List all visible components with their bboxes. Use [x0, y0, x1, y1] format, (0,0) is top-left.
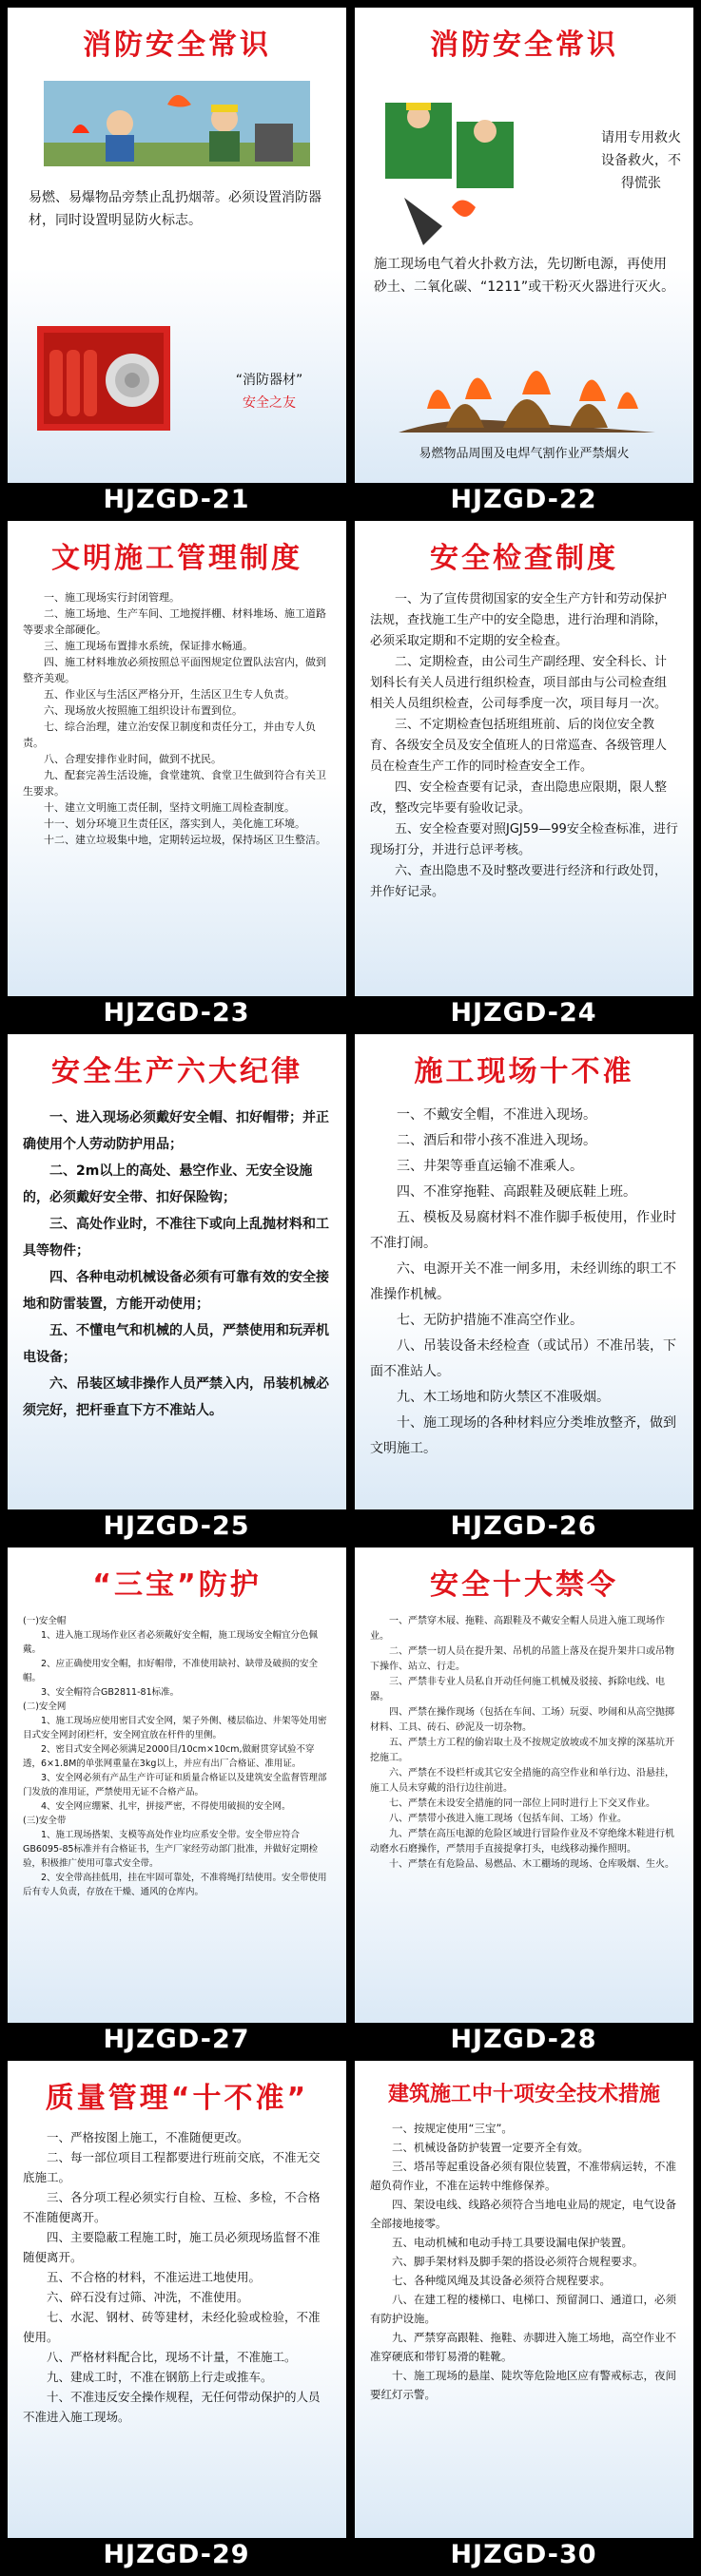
list-item: 八、在建工程的楼梯口、电梯口、预留洞口、通道口，必须有防护设施。: [370, 2293, 676, 2325]
list-item: 1、施工现场应使用密目式安全网，架子外侧、楼层临边、井架等处用密目式安全网封闭栏杆，安全网宜放在杆件的里侧。: [23, 1716, 327, 1740]
list-item: 七、无防护措施不准高空作业。: [397, 1313, 583, 1328]
section-heading: (三)安全带: [23, 1816, 67, 1826]
list-item: 九、严禁穿高跟鞋、拖鞋、赤脚进入施工场地，高空作业不准穿硬底和带钉易滑的鞋靴。: [370, 2331, 676, 2363]
board-code: HJZGD-22: [450, 485, 597, 514]
rule-list: [355, 2119, 693, 2404]
list-item: 十一、划分环境卫生责任区，落实到人，美化施工环境。: [44, 817, 305, 830]
list-item: 一、按规定使用“三宝”。: [392, 2122, 513, 2135]
board-title: 安全十大禁令: [430, 1568, 618, 1602]
list-item: 六、严禁在不设栏杆或其它安全措施的高空作业和单行边、沿悬挂，施工人员未穿戴的沿行边往前进。: [370, 1768, 674, 1794]
list-item: 六、查出隐患不及时整改要进行经济和行政处罚，并作好记录。: [370, 864, 668, 899]
board-26: [355, 1034, 693, 1509]
board-code: HJZGD-21: [103, 485, 250, 514]
slogan-line-1: “消防器材”: [235, 373, 303, 388]
fire-cabinet-illustration: [32, 321, 175, 435]
board-caption: 施工现场电气着火扑救方法，先切断电源，再使用砂土、二氧化碳、“1211”或干粉灭火器进行灭火。: [374, 257, 675, 295]
board-title: 消防安全常识: [83, 29, 271, 62]
list-item: 九、木工场地和防火禁区不准吸烟。: [397, 1390, 610, 1405]
list-item: 3、安全帽符合GB2811-81标准。: [41, 1687, 180, 1698]
list-item: 五、模板及易腐材料不准作脚手板使用，作业时不准打闹。: [370, 1210, 676, 1251]
list-item: 三、塔吊等起重设备必须有限位装置，不准带病运转，不准超负荷作业，不准在运转中维修保养。: [370, 2160, 676, 2192]
board-title: 建筑施工中十项安全技术措施: [387, 2083, 660, 2106]
list-item: 四、架设电线、线路必须符合当地电业局的规定，电气设备全部接地接零。: [370, 2198, 676, 2230]
list-item: 十、严禁在有危险品、易燃品、木工棚场的现场、仓库吸烟、生火。: [389, 1859, 674, 1870]
list-item: 四、各种电动机械设备必须有可靠有效的安全接地和防雷装置，方能开动使用；: [23, 1270, 329, 1312]
list-item: 一、严格按图上施工，不准随便更改。: [47, 2130, 249, 2144]
board-code: HJZGD-24: [450, 998, 597, 1028]
burning-plants-illustration: [389, 342, 665, 437]
board-code: HJZGD-30: [450, 2540, 597, 2569]
rule-list: [355, 1614, 693, 1873]
list-item: 七、各种缆风绳及其设备必须符合规程要求。: [392, 2274, 611, 2287]
board-27: [8, 1548, 346, 2023]
board-23: [8, 521, 346, 996]
list-item: 三、高处作业时，不准往下或向上乱抛材料和工具等物件；: [23, 1217, 329, 1259]
board-code: HJZGD-29: [103, 2540, 250, 2569]
list-item: 八、吊装设备未经检查（或试吊）不准吊装，下面不准站人。: [370, 1338, 676, 1379]
list-item: 七、严禁在未设安全措施的同一部位上同时进行上下交叉作业。: [389, 1798, 655, 1809]
list-item: 九、建成工时，不准在钢筋上行走或推车。: [47, 2370, 273, 2384]
list-item: 六、电源开关不准一闸多用，未经训练的职工不准操作机械。: [370, 1261, 676, 1302]
rule-list: [355, 1103, 693, 1462]
rule-list: [8, 1614, 346, 1899]
board-title: “三宝”防护: [92, 1568, 262, 1602]
slogan: [198, 369, 341, 414]
board-28: [355, 1548, 693, 2023]
board-24: [355, 521, 693, 996]
board-code: HJZGD-27: [103, 2025, 250, 2054]
list-item: 十、施工现场的悬崖、陡坎等危险地区应有警戒标志，夜间要红灯示警。: [370, 2369, 676, 2401]
list-item: 二、定期检查，由公司生产副经理、安全科长、计划科长有关人员进行组织检查，项目部由与公司检查组相关人员组织检查，公司每季度一次，项目每月一次。: [370, 655, 668, 711]
board-title: 文明施工管理制度: [51, 542, 302, 575]
board-caption: 易燃、易爆物品旁禁止乱扔烟蒂。必须设置消防器材，同时设置明显防火标志。: [29, 190, 321, 228]
list-item: 六、吊装区域非操作人员严禁入内，吊装机械必须完好，把杆垂直下方不准站人。: [23, 1376, 329, 1418]
list-item: 四、施工材料堆放必须按照总平面图规定位置队法宫内，做到整齐美观。: [23, 656, 326, 684]
list-item: 五、安全检查要对照JGJ59—99安全检查标准，进行现场打分，并进行总评考核。: [370, 822, 678, 857]
board-code: HJZGD-25: [103, 1511, 250, 1541]
board-22: [355, 8, 693, 483]
section-heading: (一)安全帽: [23, 1616, 67, 1626]
list-item: 四、不准穿拖鞋、高跟鞋及硬底鞋上班。: [397, 1184, 636, 1200]
list-item: 六、碎石没有过筛、冲洗，不准使用。: [47, 2290, 249, 2304]
list-item: 九、严禁在高压电源的危险区域进行冒险作业及不穿绝缘木鞋进行机动磨水石磨操作，严禁用手直接提拿打头，电线移动操作照明。: [370, 1829, 674, 1855]
board-title: 安全检查制度: [430, 542, 618, 575]
list-item: 4、安全网应绷紧、扎牢，拼接严密，不得使用破损的安全网。: [41, 1801, 291, 1812]
section-heading: (二)安全网: [23, 1701, 67, 1712]
list-item: 十、不准违反安全操作规程，无任何带动保护的人员不准进入施工现场。: [23, 2390, 321, 2424]
list-item: 八、合理安排作业时间，做到不扰民。: [44, 753, 222, 765]
list-item: 三、不定期检查包括班组班前、后的岗位安全教育、各级安全员及安全值班人的日常巡查、各级管理人员在检查生产工作的同时检查安全工作。: [370, 718, 668, 774]
list-item: 2、安全带高挂低用，挂在牢固可靠处，不准将绳打结使用。安全带使用后有专人负责，存放在干燥、通风的仓库内。: [23, 1873, 327, 1897]
list-item: 七、综合治理，建立治安保卫制度和责任分工，并由专人负责。: [23, 721, 316, 749]
list-item: 五、不合格的材料，不准运进工地使用。: [47, 2270, 262, 2284]
list-item: 六、现场放火按照施工组织设计布置到位。: [44, 704, 243, 717]
board-title: 消防安全常识: [430, 29, 618, 62]
list-item: 八、严禁带小孩进入施工现场（包括车间、工场）作业。: [389, 1814, 627, 1824]
list-item: 2、应正确使用安全帽，扣好帽带，不准使用缺衬、缺带及破损的安全帽。: [23, 1659, 319, 1683]
list-item: 七、水泥、钢材、砖等建材，未经化验或检验，不准使用。: [23, 2310, 321, 2344]
list-item: 二、机械设备防护装置一定要齐全有效。: [392, 2141, 589, 2154]
list-item: 一、为了宣传贯彻国家的安全生产方针和劳动保护法规，查找施工生产中的安全隐患，进行治理和消除，必须采取定期和不定期的安全检查。: [370, 592, 668, 648]
list-item: 1、进入施工现场作业区者必须戴好安全帽，施工现场安全帽宜分色佩戴。: [23, 1630, 319, 1655]
board-title: 质量管理“十不准”: [45, 2082, 309, 2115]
board-code: HJZGD-28: [450, 2025, 597, 2054]
rule-list: [8, 1105, 346, 1424]
rule-list: [8, 589, 346, 848]
list-item: 五、严禁土方工程的偷岩取土及不按规定放坡或不加支撑的深基坑开挖施工。: [370, 1738, 674, 1763]
board-29: [8, 2061, 346, 2538]
list-item: 二、酒后和带小孩不准进入现场。: [397, 1133, 596, 1148]
board-title: 施工现场十不准: [414, 1055, 634, 1088]
list-item: 一、进入现场必须戴好安全帽、扣好帽带；并正确使用个人劳动防护用品；: [23, 1110, 329, 1152]
board-title: 安全生产六大纪律: [51, 1055, 302, 1088]
list-item: 九、配套完善生活设施，食堂建筑、食堂卫生做到符合有关卫生要求。: [23, 769, 326, 798]
list-item: 二、2m以上的高处、悬空作业、无安全设施的，必须戴好安全带、扣好保险钩；: [23, 1163, 313, 1205]
list-item: 四、安全检查要有记录，查出隐患应限期，限人整改，整改完毕要有验收记录。: [370, 780, 668, 816]
board-30: [355, 2061, 693, 2538]
fire-hazard-illustration: [34, 76, 320, 171]
side-note: 请用专用救火设备救火，不得慌张: [601, 130, 681, 191]
list-item: 十、施工现场的各种材料应分类堆放整齐，做到文明施工。: [370, 1415, 676, 1456]
list-item: 五、不懂电气和机械的人员，严禁使用和玩弄机电设备；: [23, 1323, 329, 1365]
list-item: 五、电动机械和电动手持工具要设漏电保护装置。: [392, 2236, 633, 2249]
list-item: 八、严格材料配合比，现场不计量，不准施工。: [47, 2350, 297, 2364]
list-item: 十、建立文明施工责任制，坚持文明施工周检查制度。: [44, 801, 295, 814]
list-item: 三、施工现场布置排水系统，保证排水畅通。: [44, 640, 253, 652]
list-item: 3、安全网必须有产品生产许可证和质量合格证以及建筑安全监督管理部门发放的准用证，严禁使用无证不合格产品。: [23, 1773, 327, 1797]
board-code: HJZGD-23: [103, 998, 250, 1028]
list-item: 五、作业区与生活区严格分开，生活区卫生专人负责。: [44, 688, 295, 701]
list-item: 四、严禁在操作现场（包括在车间、工场）玩耍、吵闹和从高空抛掷材料、工具、砖石、砂泥及一切杂物。: [370, 1707, 674, 1733]
list-item: 四、主要隐蔽工程施工时，施工员必须现场监督不准随便离开。: [23, 2230, 321, 2264]
list-item: 二、严禁一切人员在提升架、吊机的吊篮上落及在提升架井口或吊物下操作、站立、行走。: [370, 1646, 674, 1672]
list-item: 二、每一部位项目工程都要进行班前交底，不准无交底施工。: [23, 2150, 321, 2184]
slogan-line-2: 安全之友: [243, 395, 296, 411]
list-item: 十二、建立垃圾集中地，定期转运垃圾，保持场区卫生整洁。: [44, 834, 326, 846]
board-25: [8, 1034, 346, 1509]
board-code: HJZGD-26: [450, 1511, 597, 1541]
rule-list: [8, 2127, 346, 2427]
list-item: 六、脚手架材料及脚手架的搭设必须符合规程要求。: [392, 2255, 644, 2268]
list-item: 三、严禁非专业人员私自开动任何施工机械及驳接、拆除电线、电器。: [370, 1677, 665, 1702]
list-item: 三、各分项工程必须实行自检、互检、多检，不合格不准随便离开。: [23, 2190, 321, 2224]
list-item: 三、井架等垂直运输不准乘人。: [397, 1159, 583, 1174]
list-item: 一、不戴安全帽，不准进入现场。: [397, 1107, 596, 1123]
list-item: 1、施工现场搭架、支模等高处作业均应系安全带。安全带应符合GB6095-85标准并有合格证书，生产厂家经劳动部门批准，并做好定期检验，积极推广使用可靠式安全带。: [23, 1830, 319, 1869]
firefighters-illustration: [366, 93, 528, 255]
board-21: [8, 8, 346, 483]
bottom-note: 易燃物品周围及电焊气割作业严禁烟火: [419, 447, 630, 461]
list-item: 一、严禁穿木屐、拖鞋、高跟鞋及不戴安全帽人员进入施工现场作业。: [370, 1616, 665, 1642]
list-item: 二、施工场地、生产车间、工地搅拌棚、材料堆场、施工道路等要求全部硬化。: [23, 607, 326, 636]
list-item: 一、施工现场实行封闭管理。: [44, 591, 180, 604]
rule-list: [355, 589, 693, 903]
list-item: 2、密目式安全网必须满足2000目/10cm×10cm,做耐贯穿试验不穿透，6×1.8M的单张网重量在3kg以上，并应有出厂合格证、准用证。: [23, 1744, 315, 1769]
